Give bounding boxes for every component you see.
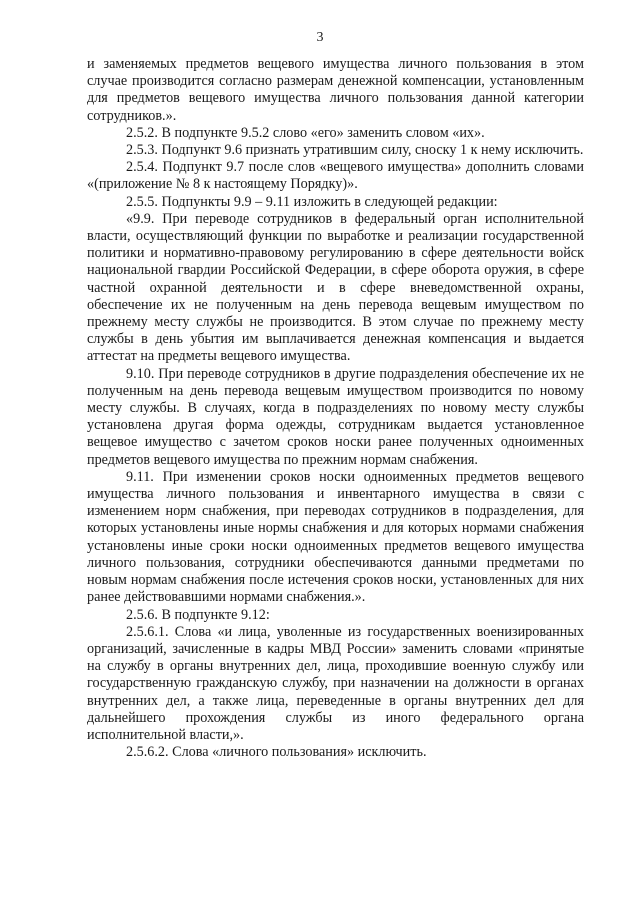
paragraph-9-9: «9.9. При переводе сотрудников в федеральный орган исполнительной власти, осуществляющий функции по выработке и реализации государственной политики и нормативно-правовому регулированию в сфере деятельности войск национальной гвардии Российской Федерации, в сфере оборота оружия, в сфере частной охранной деятельности и в сфере вневедомственной охраны, обеспечение их не полученным на день перевода вещевым имуществом по прежнему месту службы не производится. В этом случае по прежнему месту службы в день убытия им выплачивается денежная компенсация и выдается аттестат на предметы вещевого имущества. (87, 210, 584, 365)
paragraph-2-5-6: 2.5.6. В подпункте 9.12: (126, 606, 270, 623)
paragraph-2-5-4: 2.5.4. Подпункт 9.7 после слов «вещевого имущества» дополнить словами «(приложение № 8 к настоящему Порядку)». (87, 159, 584, 193)
paragraph-9-10: 9.10. При переводе сотрудников в другие подразделения обеспечение их не полученным на день перевода вещевым имуществом производится по новому месту службы. В случаях, когда в подразделениях по новому месту службы установлена другая форма одежды, сотрудникам выдается установленное вещевое имущество с зачетом сроков носки ранее полученных одноименных предметов вещевого имущества по прежним нормам снабжения. (87, 365, 584, 468)
paragraph-2-5-5: 2.5.5. Подпункты 9.9 – 9.11 изложить в следующей редакции: (126, 193, 498, 210)
page-number: 3 (316, 30, 324, 45)
paragraph-9-11: 9.11. При изменении сроков носки одноименных предметов вещевого имущества личного пользования и инвентарного имущества в связи с изменением норм снабжения, при переводах сотрудников в подразделения, для которых установлены иные нормы снабжения и для которых нормами снабжения установлены иные сроки носки одноименных предметов вещевого имущества личного пользования, сотрудники обеспечиваются данными предметами по новым нормам снабжения после истечения сроков носки, установленных для них ранее действовавшими нормами снабжения.». (87, 468, 584, 606)
paragraph-2-5-6-2: 2.5.6.2. Слова «личного пользования» исключить. (126, 744, 427, 761)
paragraph-2-5-3: 2.5.3. Подпункт 9.6 признать утратившим силу, сноску 1 к нему исключить. (126, 142, 584, 159)
paragraph-2-5-6-1: 2.5.6.1. Слова «и лица, уволенные из государственных военизированных организаций, зачисленные в кадры МВД России» заменить словами «принятые на службу в органы внутренних дел, лица, проходившие военную службу или государственную гражданскую службу, при назначении на должности в органах внутренних дел, а также лица, переведенные в органы внутренних дел для дальнейшего прохождения службы из иного федерального органа исполнительной власти,». (87, 623, 584, 743)
paragraph-continuation: и заменяемых предметов вещевого имущества личного пользования в этом случае производится согласно размерам денежной компенсации, установленным для предметов вещевого имущества личного пользования данной категории сотрудников.». (87, 56, 584, 124)
paragraph-2-5-2: 2.5.2. В подпункте 9.5.2 слово «его» заменить словом «их». (126, 124, 485, 141)
document-body (87, 56, 584, 761)
